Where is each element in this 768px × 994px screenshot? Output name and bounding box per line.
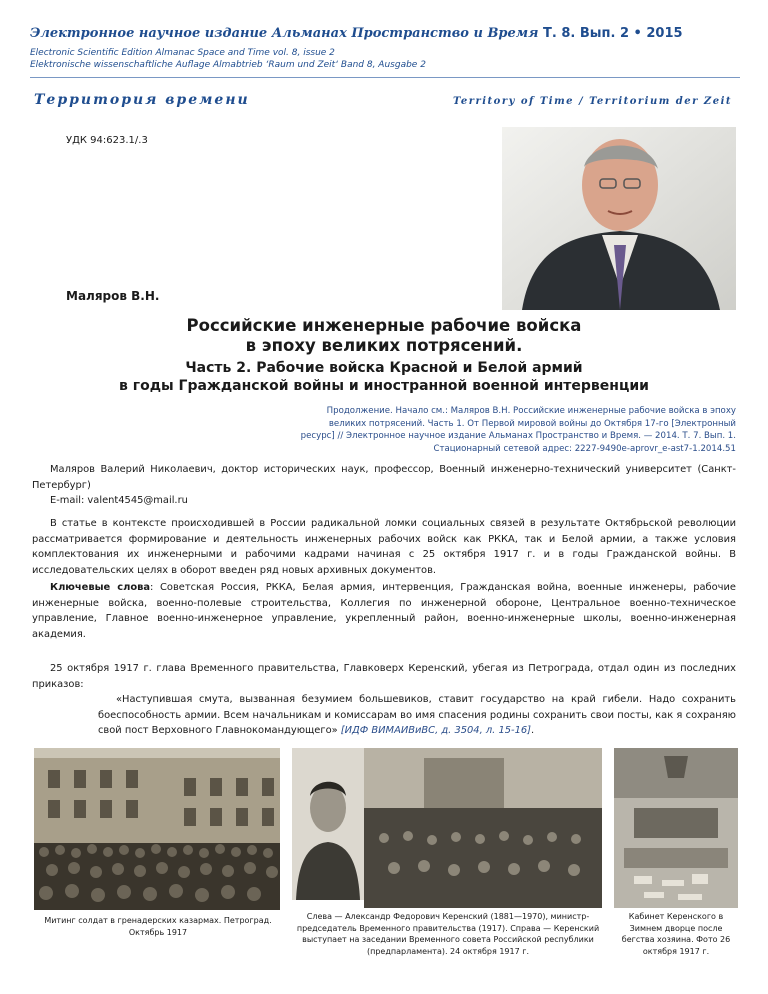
header-divider <box>30 77 740 78</box>
quote-text: «Наступившая смута, вызванная безумием большевиков, ставит государство на край гибели. Надо сохранить боеспособность армии. Всем начальникам и комиссарам во имя спасения родины сохранить свои посты, как я сохраняю свой пост Верховного Главнокомандующего» <box>98 694 736 736</box>
quote <box>98 692 736 739</box>
photo-kerensky-portrait <box>292 748 364 900</box>
caption-photo2: Слева — Александр Федорович Керенский (1881—1970), министр-председатель Временного правительства (1917). Справа — Керенский выступает на заседании Временного совета Российской республики (предпарламента). 24 октября 1917 г. <box>296 912 600 956</box>
photo-soldiers-rally <box>34 748 280 910</box>
abstract: В статье в контексте происходившей в России радикальной ломки социальных связей в результате Октябрьской революции рассматривается формирование и деятельность инженерных рабочих войск как РККА, так и Белой армии, а также условия комплектования их инженерными и рабочими кадрами начиная с 25 октября 1917 г. и в годы Гражданской войны. В исследовательских целях в оборот введен ряд новых архивных документов. <box>32 518 736 576</box>
journal-title-de: Elektronische wissenschaftliche Auflage Almabtrieb ‘Raum und Zeit‘ Band 8, Ausgabe 2 <box>30 60 426 70</box>
caption-photo1: Митинг солдат в гренадерских казармах. Петроград. Октябрь 1917 <box>44 916 272 937</box>
author-affiliation: Маляров Валерий Николаевич, доктор исторических наук, профессор, Военный инженерно-технический университет (Санкт-Петербург) <box>32 464 736 491</box>
keywords <box>32 580 736 642</box>
continuation-note: Продолжение. Начало см.: Маляров В.Н. Российские инженерные рабочие войска в эпоху великих потрясений. Часть 1. От Первой мировой войны до Октября 17-го [Электронный ресурс] // Электронное научное издание Альманах Пространство и Время. — 2014. Т. 7. Вып. 1. Стационарный сетевой адрес: 2227-9490e-aprovr_e-ast7-1.2014.51 <box>300 406 736 454</box>
article-title-line2: в эпоху великих потрясений. <box>245 336 523 355</box>
keywords-list: : Советская Россия, РККА, Белая армия, интервенция, Гражданская война, военные инженеры, рабочие инженерные войска, военно-полевые строительства, Коллегия по инженерной обороне, Центральное военно-техническое управление, Главное военно-инженерное управление, укрепленный район, военно-инженерные школы, военно-инженерная академия. <box>32 582 736 640</box>
article-subtitle-line1: Часть 2. Рабочие войска Красной и Белой армий <box>185 360 583 376</box>
caption-photo3: Кабинет Керенского в Зимнем дворце после бегства хозяина. Фото 26 октября 1917 г. <box>621 912 731 956</box>
intro-paragraph: 25 октября 1917 г. глава Временного правительства, Главковерх Керенский, убегая из Петрограда, отдал один из последних приказов: <box>32 663 736 690</box>
journal-issue: Т. 8. Вып. 2 • 2015 <box>538 26 683 41</box>
section-title-en-de: Territory of Time / Territorium der Zeit <box>453 96 732 107</box>
article-title-line1: Российские инженерные рабочие войска <box>186 316 582 335</box>
author-portrait <box>502 127 736 310</box>
journal-title <box>30 26 683 41</box>
quote-end: . <box>531 725 535 736</box>
journal-title-en: Electronic Scientific Edition Almanac Space and Time vol. 8, issue 2 <box>30 48 335 58</box>
article-subtitle-line2: в годы Гражданской войны и иностранной военной интервенции <box>119 378 649 394</box>
keywords-label: Ключевые слова <box>50 582 151 593</box>
photo-kerensky-cabinet <box>614 748 738 908</box>
journal-title-ru: Электронное научное издание Альманах Пространство и Время <box>30 26 539 41</box>
udk-code: УДК 94:623.1/.3 <box>66 135 148 146</box>
article-subtitle <box>0 359 768 395</box>
author-email: E-mail: valent4545@mail.ru <box>50 495 188 506</box>
section-title-ru: Территория времени <box>34 92 250 108</box>
quote-citation: [ИДФ ВИМАИВиВС, д. 3504, л. 15-16] <box>340 725 532 736</box>
author-name: Маляров В.Н. <box>66 289 160 303</box>
photo-preparliament-session <box>364 748 602 908</box>
article-title <box>0 316 768 356</box>
